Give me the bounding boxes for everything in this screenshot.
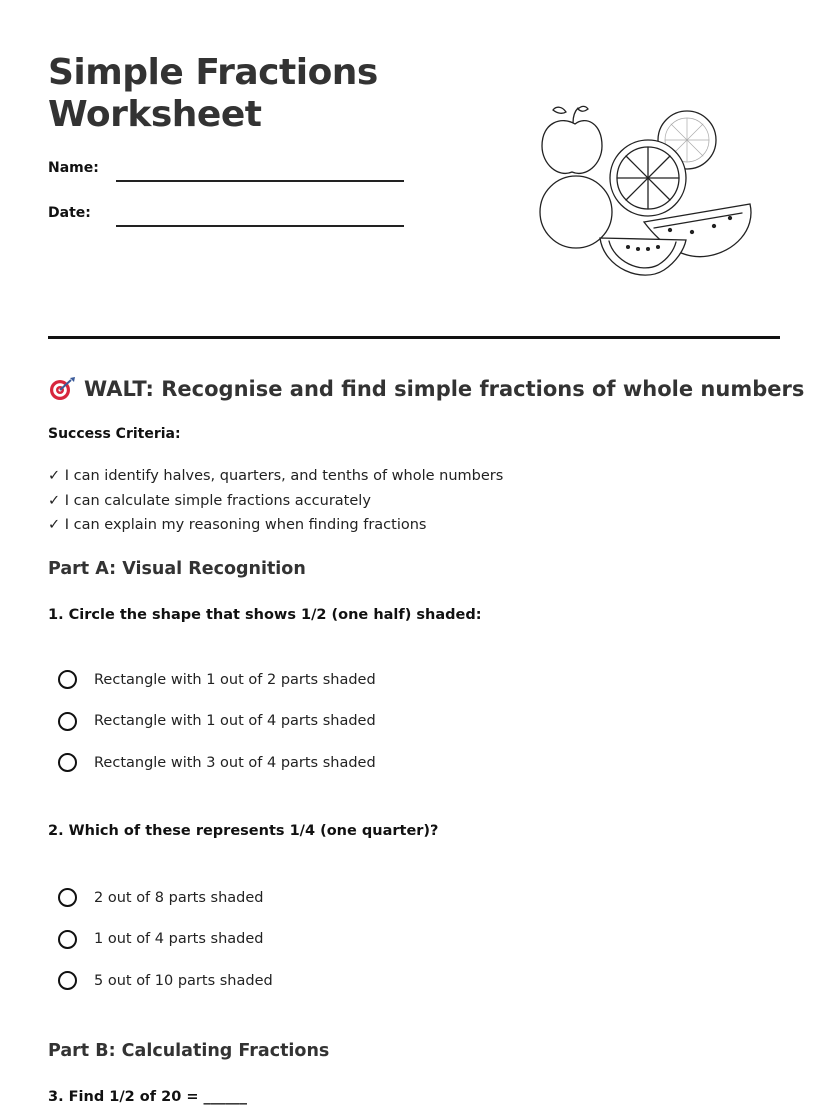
worksheet-title <box>48 52 378 136</box>
question-1-options <box>58 659 376 784</box>
option-item[interactable] <box>58 960 273 1002</box>
radio-circle-icon[interactable] <box>58 971 77 990</box>
part-b-title: Part B: Calculating Fractions <box>48 1041 330 1061</box>
option-item[interactable] <box>58 659 376 701</box>
radio-circle-icon[interactable] <box>58 888 77 907</box>
fruit-illustration <box>530 100 760 285</box>
date-field[interactable] <box>116 225 404 227</box>
success-criteria-list <box>48 464 503 538</box>
option-item[interactable] <box>58 701 376 743</box>
radio-circle-icon[interactable] <box>58 753 77 772</box>
apple-icon <box>542 106 602 173</box>
radio-circle-icon[interactable] <box>58 670 77 689</box>
criteria-item: ✓ I can calculate simple fractions accurately <box>48 492 371 509</box>
option-item[interactable] <box>58 742 376 784</box>
radio-circle-icon[interactable] <box>58 712 77 731</box>
walt-heading <box>48 376 804 402</box>
criteria-item: ✓ I can explain my reasoning when finding fractions <box>48 517 427 533</box>
success-criteria-title: Success Criteria: <box>48 426 181 442</box>
name-label: Name: <box>48 160 99 176</box>
section-divider <box>48 336 780 339</box>
criteria-item: ✓ I can identify halves, quarters, and tenths of whole numbers <box>48 468 504 484</box>
option-label: 1 out of 4 parts shaded <box>94 931 264 948</box>
option-item[interactable] <box>58 919 273 961</box>
whole-orange-icon <box>540 176 612 248</box>
question-2-options <box>58 877 273 1002</box>
title-line-1: Simple Fractions <box>48 52 378 93</box>
question-2: 2. Which of these represents 1/4 (one quarter)? <box>48 823 439 839</box>
date-label: Date: <box>48 205 91 221</box>
walt-text: WALT: Recognise and find simple fractions of whole numbers <box>84 377 805 401</box>
question-3: 3. Find 1/2 of 20 = ______ <box>48 1089 248 1105</box>
name-field[interactable] <box>116 180 404 182</box>
title-line-2: Worksheet <box>48 94 262 135</box>
option-label: 5 out of 10 parts shaded <box>94 972 273 989</box>
cut-orange-icon <box>610 140 686 216</box>
option-label: Rectangle with 1 out of 4 parts shaded <box>94 713 376 730</box>
target-dart-icon <box>48 376 76 402</box>
question-1: 1. Circle the shape that shows 1/2 (one half) shaded: <box>48 607 482 623</box>
option-label: Rectangle with 1 out of 2 parts shaded <box>94 671 376 688</box>
watermelon-wedge-icon <box>600 238 686 275</box>
option-label: Rectangle with 3 out of 4 parts shaded <box>94 754 376 771</box>
part-a-title: Part A: Visual Recognition <box>48 559 306 579</box>
option-item[interactable] <box>58 877 273 919</box>
radio-circle-icon[interactable] <box>58 930 77 949</box>
option-label: 2 out of 8 parts shaded <box>94 889 264 906</box>
